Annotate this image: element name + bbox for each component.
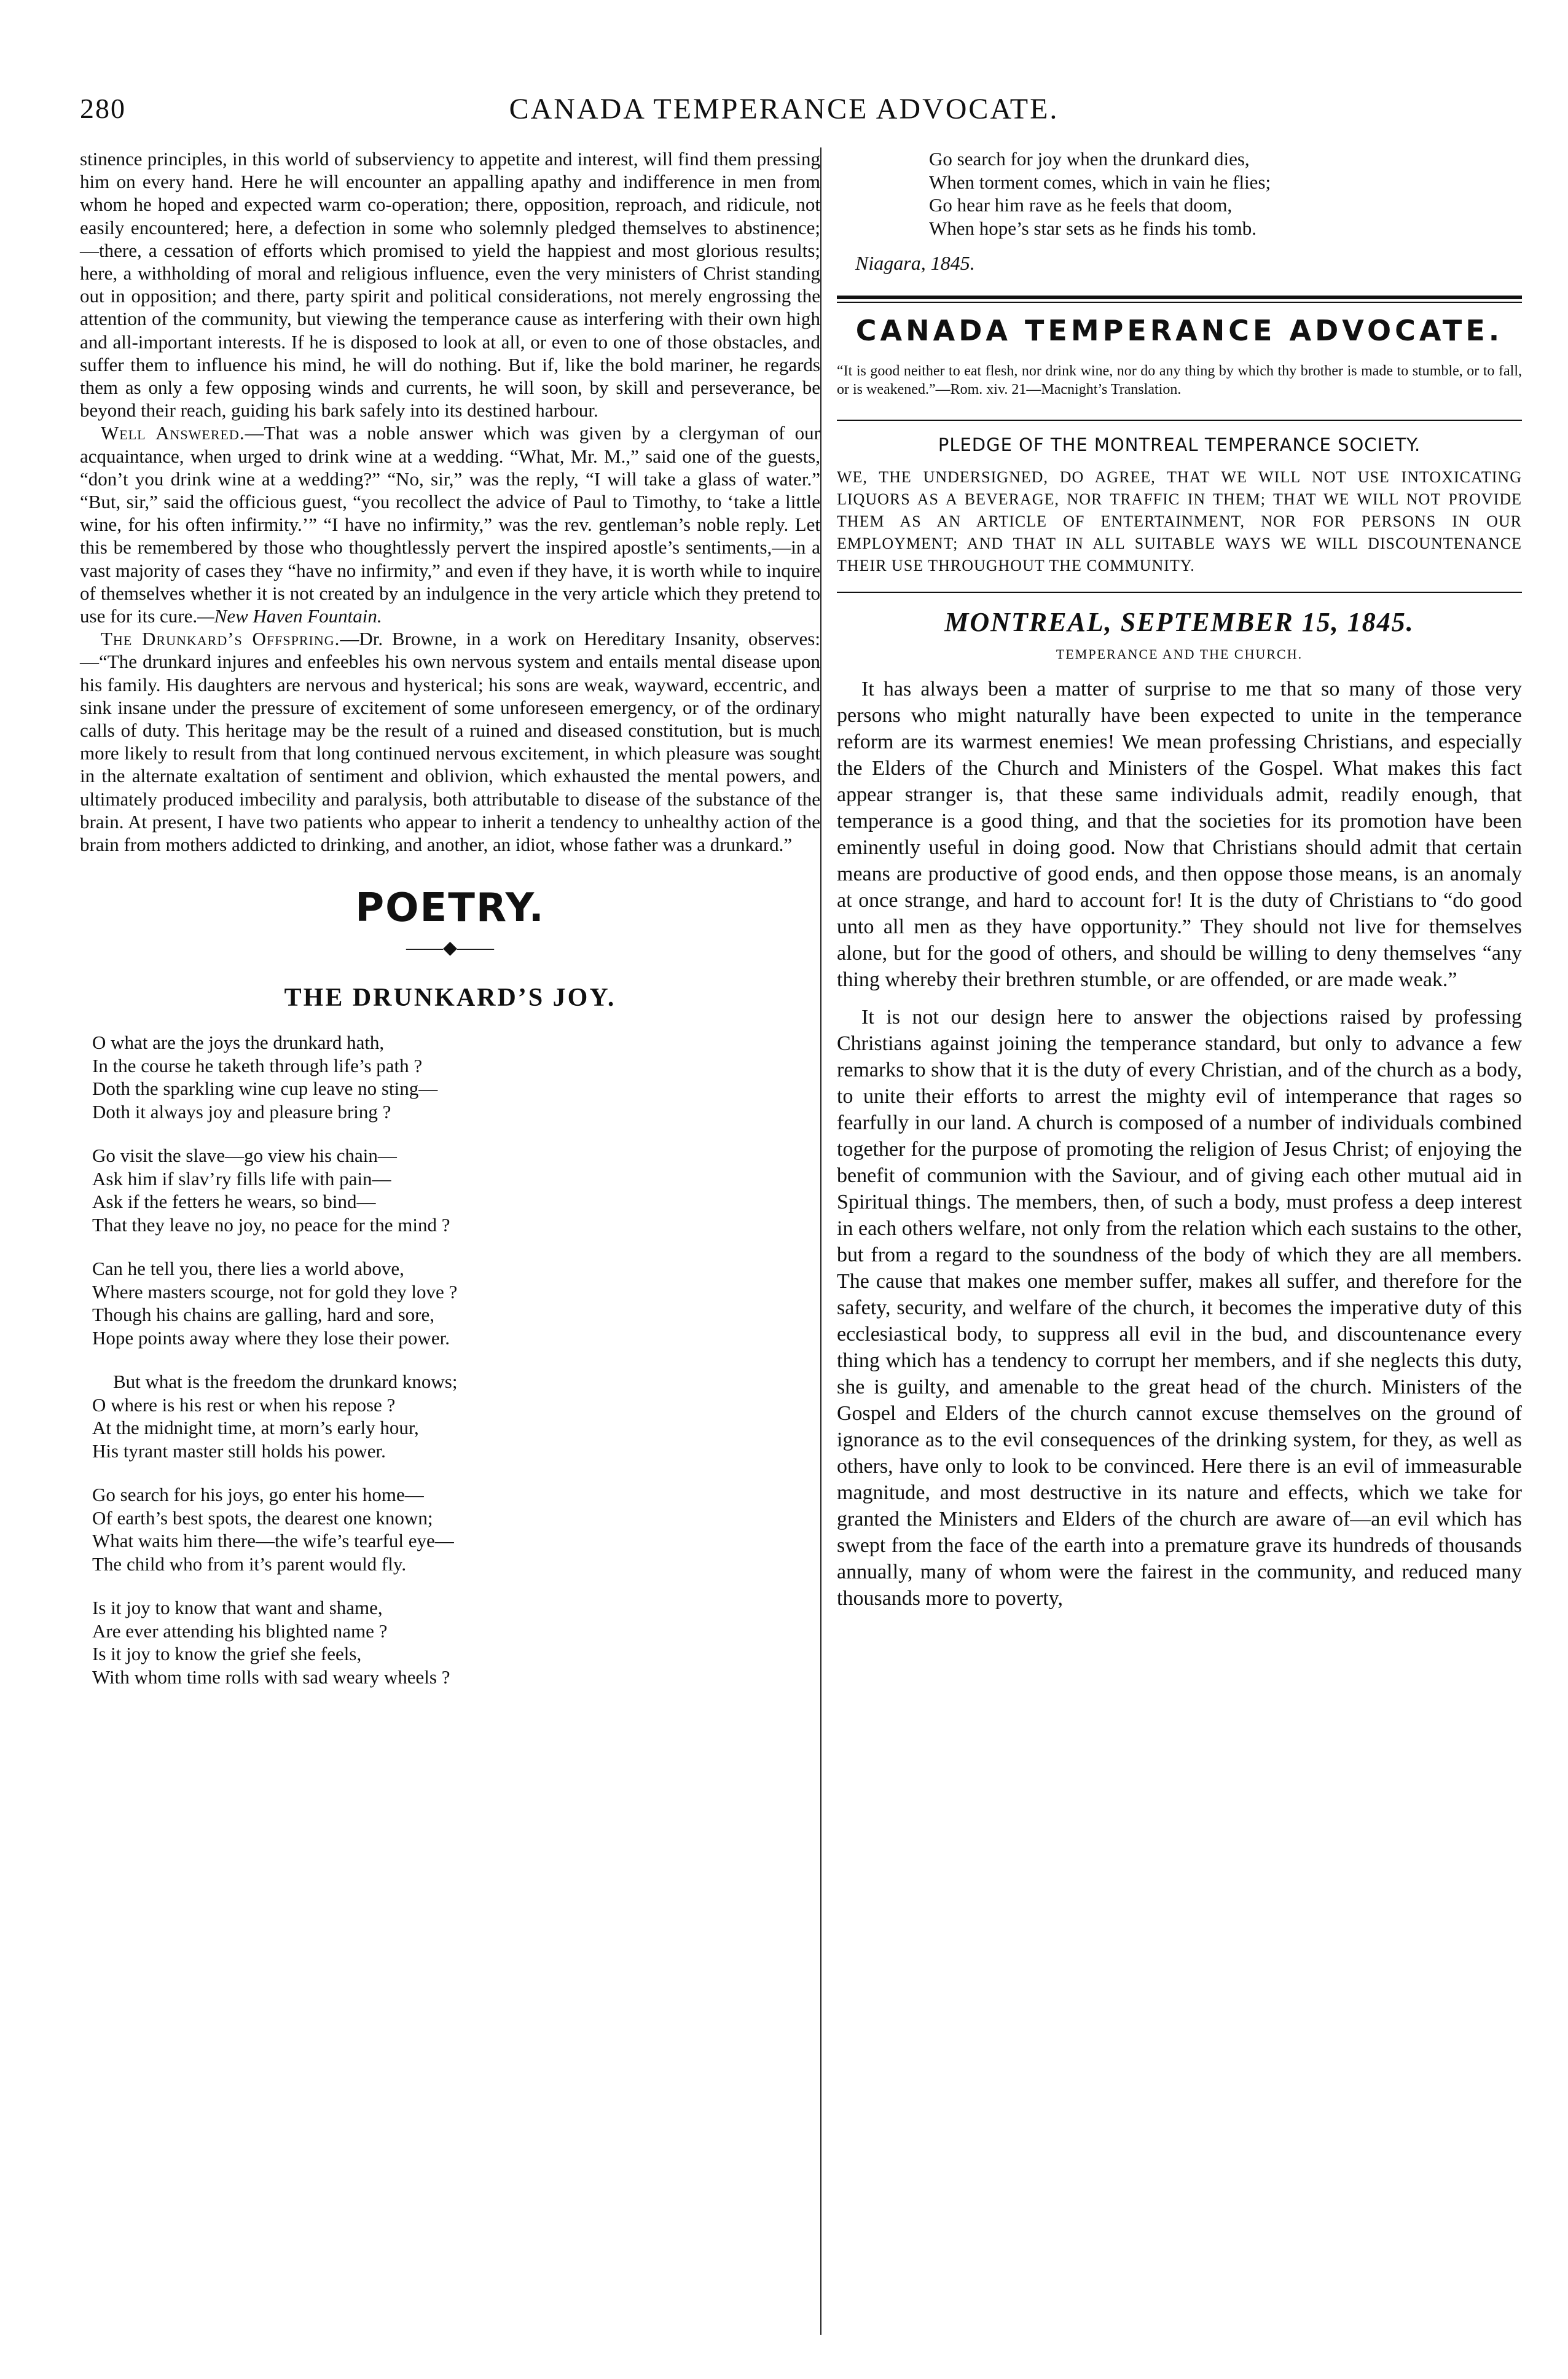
poem-line: The child who from it’s parent would fly. xyxy=(92,1553,407,1575)
poem-line: Can he tell you, there lies a world above, xyxy=(92,1258,404,1280)
poem-stanza xyxy=(92,1031,820,1123)
running-head xyxy=(80,92,1488,135)
article-lead: The Drunkard’s Offspring. xyxy=(101,628,340,650)
article-body: —Dr. Browne, in a work on Hereditary Insanity, observes:—“The drunkard injures and enfeebles his own nervous system and entails mental disease upon his family. His daughters are nervous and hysterical; his sons are weak, wayward, eccentric, and sink insane under the pressure of excitement of some unforeseen emergency, or of the ordinary calls of duty. This heritage may be the result of a ruined and diseased constitution, but is much more likely to result from that long continued nervous excitement, in which pleasure was sought in the alternate exaltation of sentiment and oblivion, which exhausted the mental powers, and ultimately produced imbecility and paralysis, both attributable to disease of the substance of the brain. At present, I have two patients who appear to inherit a tendency to unhealthy action of the brain from mothers addicted to drinking, and another, an idiot, whose father was a drunkard.” xyxy=(80,628,820,856)
poem-line: Is it joy to know that want and shame, xyxy=(92,1597,383,1619)
pledge-title: PLEDGE OF THE MONTREAL TEMPERANCE SOCIETY. xyxy=(938,434,1421,455)
motto-quote: “It is good neither to eat flesh, nor drink wine, nor do any thing by which thy brother is made to stumble, or to fall, or is weakened.”—Rom. xiv. 21—Macnight’s Translation. xyxy=(837,363,1522,398)
poem-line: Ask if the fetters he wears, so bind— xyxy=(92,1191,376,1213)
poem-line: His tyrant master still holds his power. xyxy=(92,1440,386,1462)
ornament-divider: ——◆—— xyxy=(406,938,495,958)
poem-stanza xyxy=(92,1370,820,1462)
left-column xyxy=(80,147,820,1709)
masthead: CANADA TEMPERANCE ADVOCATE. xyxy=(855,314,1503,347)
poem-line: Though his chains are galling, hard and sore, xyxy=(92,1304,434,1326)
poem-line: Of earth’s best spots, the dearest one known; xyxy=(92,1507,433,1529)
poem-stanza xyxy=(929,147,1522,240)
article-source: —New Haven Fountain. xyxy=(197,605,382,627)
dateline: MONTREAL, SEPTEMBER 15, 1845. xyxy=(944,607,1414,637)
poem-line: At the midnight time, at morn’s early hour, xyxy=(92,1417,419,1439)
poem-line: When hope’s star sets as he finds his tomb. xyxy=(929,217,1256,239)
poem-line: But what is the freedom the drunkard knows; xyxy=(113,1371,458,1393)
journal-title: CANADA TEMPERANCE ADVOCATE. xyxy=(509,93,1059,125)
article-well-answered xyxy=(80,421,820,627)
poem-line: Doth the sparkling wine cup leave no sting— xyxy=(92,1078,438,1100)
poem-place-date: Niagara, 1845. xyxy=(855,252,975,274)
poem-line: Hope points away where they lose their power. xyxy=(92,1327,450,1349)
poem-line: O what are the joys the drunkard hath, xyxy=(92,1032,385,1054)
section-heading: TEMPERANCE AND THE CHURCH. xyxy=(1056,646,1303,662)
poem-line: Is it joy to know the grief she feels, xyxy=(92,1643,362,1665)
poem-stanza xyxy=(92,1257,820,1349)
poem-line: Go search for joy when the drunkard dies, xyxy=(929,148,1250,170)
poem-line: With whom time rolls with sad weary wheels ? xyxy=(92,1666,450,1688)
poem-line: Go visit the slave—go view his chain— xyxy=(92,1145,397,1167)
article-drunkards-offspring xyxy=(80,627,820,856)
poem-title: THE DRUNKARD’S JOY. xyxy=(284,984,616,1013)
poem-line: When torment comes, which in vain he flies; xyxy=(929,171,1271,193)
pledge-text: WE, THE UNDERSIGNED, DO AGREE, THAT WE WILL NOT USE INTOXICATING LIQUORS AS A BEVERAGE, NOR TRAFFIC IN THEM; THAT WE WILL NOT PROVIDE THEM AS AN ARTICLE OF ENTERTAINMENT, NOR FOR PERSONS IN OUR EMPLOYMENT; AND THAT IN ALL SUITABLE WAYS WE WILL DISCOUNTENANCE THEIR USE THROUGHOUT THE COMMUNITY. xyxy=(837,468,1522,574)
editorial-paragraph: It has always been a matter of surprise to me that so many of those very persons who might naturally have been expected to unite in the temperance reform are its warmest enemies! We mean professing Christians, and especially the Elders of the Church and Ministers of the Gospel. What makes this fact appear stranger is, that these same individuals admit, readily enough, that temperance is a good thing, and that the societies for its promotion have been eminently useful in doing good. Now that Christians should admit that certain means are productive of good ends, and then oppose those means, is an anomaly at once strange, and hard to account for! It is the duty of Christians to “do good unto all men as they have opportunity.” They should not live for themselves alone, but for the good of others, and should be willing to deny themselves “any thing whereby their brethren stumble, or are offended, or are made weak.” xyxy=(837,678,1522,991)
poem-line: That they leave no joy, no peace for the mind ? xyxy=(92,1213,450,1236)
poem-line: In the course he taketh through life’s path ? xyxy=(92,1054,423,1076)
article-continuation: stinence principles, in this world of subserviency to appetite and interest, will find them pressing him on every hand. Here he will encounter an appalling apathy and indifference in men from whom he hoped and expected warm co-operation; there, opposition, reproach, and ridicule, not easily encountered; here, a defection in some who solemnly pledged themselves to abstinence; —there, a cessation of efforts which promised to yield the happiest and most glorious results; here, a withholding of moral and religious influence, even the very ministers of Christ standing out in opposition; and there, party spirit and political considerations, not merely engrossing the attention of the community, but viewing the temperance cause as interfering with their own high and all-important interests. If he is disposed to look at all, or even to one of those obstacles, and suffer them to influence his mind, he will do nothing. But if, like the bold mariner, he regards them as only a few opposing winds and currents, he will soon, by skill and perseverance, be beyond their reach, guiding his bark safely into its destined harbour. xyxy=(80,148,820,421)
page-number: 280 xyxy=(80,93,126,124)
article-lead: Well Answered. xyxy=(101,422,245,444)
poem-stanza xyxy=(92,1596,820,1688)
thin-rule xyxy=(837,420,1522,421)
poem-stanza xyxy=(92,1144,820,1236)
poem-stanza xyxy=(92,1483,820,1575)
heavy-rule xyxy=(837,296,1522,303)
poem-line: Ask him if slav’ry fills life with pain— xyxy=(92,1167,391,1190)
article-body: —That was a noble answer which was given by a clergyman of our acquaintance, when urged to drink wine at a wedding. “What, Mr. M.,” said one of the guests, “don’t you drink wine at a wedding?” “No, sir,” was the reply, “I will take a glass of water.” “But, sir,” said the officious guest, “you recollect the advice of Paul to Timothy, to ‘take a little wine, for his often infirmity.’” “I have no infirmity,” was the rev. gentleman’s noble reply. Let this be remembered by those who thoughtlessly pervert the inspired apostle’s sentiments,—in a vast majority of cases they “have no infirmity,” and even if they have, it is worth while to inquire of themselves whether it is not created by an indulgence in the very article which they pretend to use for its cure. xyxy=(80,422,820,627)
right-column xyxy=(820,147,1522,2335)
poem xyxy=(80,1031,820,1688)
poetry-heading: POETRY. xyxy=(355,885,545,931)
poem-line: O where is his rest or when his repose ? xyxy=(92,1393,396,1416)
editorial-paragraph: It is not our design here to answer the objections raised by professing Christians against joining the temperance standard, but only to advance a few remarks to show that it is the duty of every Christian, and of the church as a body, to unite their efforts to arrest the mighty evil of intemperance that rages so fearfully in our land. A church is composed of a number of individuals combined together for the purpose of promoting the religion of Jesus Christ; of enjoying the benefit of communion with the Saviour, and of giving each other mutual aid in Spiritual things. The members, then, of such a body, must profess a deep interest in each others welfare, not only from the relation which each sustains to the other, but from a regard to the soundness of the body of which they are all members. The cause that makes one member suffer, makes all suffer, and therefore for the safety, security, and welfare of the church, it becomes the imperative duty of this ecclesiastical body, to suppress all evil in the bud, and discountenance every thing which has a tendency to corrupt her members, and if she neglects this duty, she is guilty, and amenable to the great head of the church. Ministers of the Gospel and Elders of the church cannot excuse themselves on the ground of ignorance as to the evil consequences of the drinking system, for they, as well as others, have only to look to be convinced. Here there is an evil of immeasurable magnitude, and most destructive in its nature and effects, which we take for granted the Ministers and Elders of the church are aware of—an evil which has swept from the face of the earth into a premature grave its hundreds of thousands annually, many of whom were the fairest in the community, and reduced many thousands more to poverty, xyxy=(837,1006,1522,1610)
poem-line: Go hear him rave as he feels that doom, xyxy=(929,194,1233,216)
poem-line: Doth it always joy and pleasure bring ? xyxy=(92,1100,391,1123)
poem-line: Are ever attending his blighted name ? xyxy=(92,1620,388,1642)
poem-line: Go search for his joys, go enter his home— xyxy=(92,1484,424,1506)
poem-line: What waits him there—the wife’s tearful eye— xyxy=(92,1530,454,1552)
thin-rule xyxy=(837,592,1522,593)
poem-line: Where masters scourge, not for gold they love ? xyxy=(92,1280,458,1303)
